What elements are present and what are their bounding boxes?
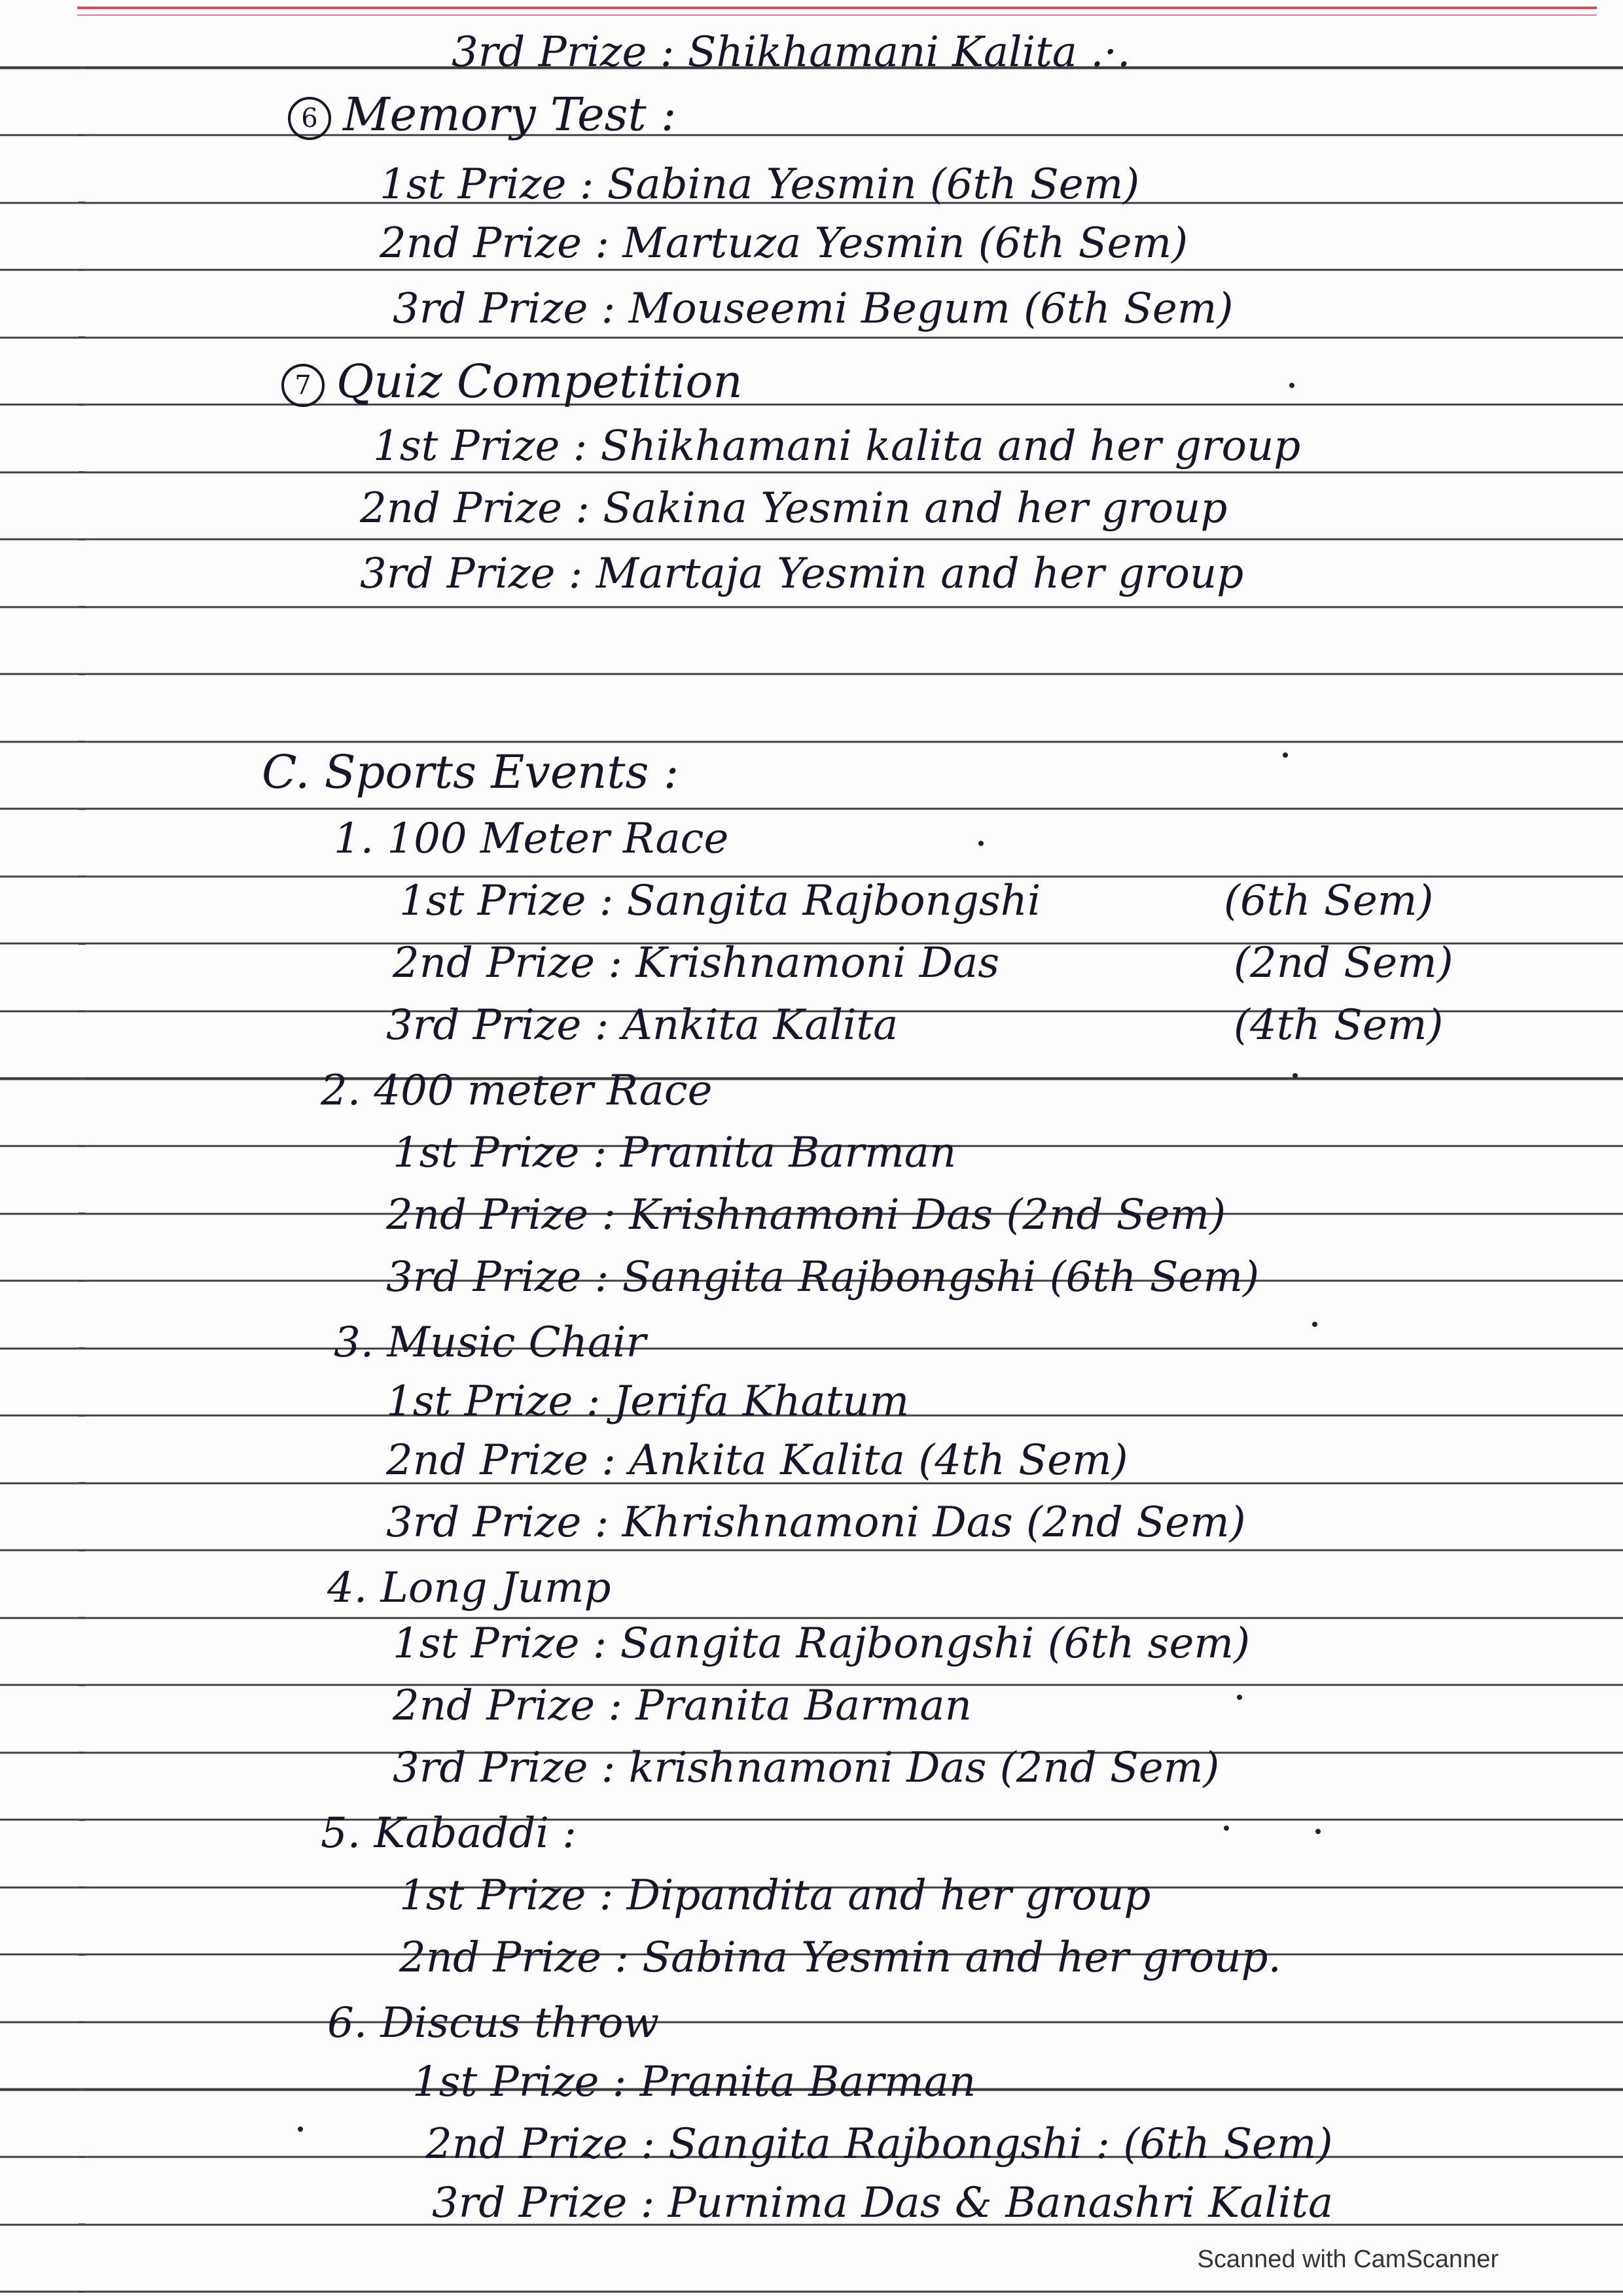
event-title: Quiz Competition: [336, 355, 743, 408]
line-prize: 2nd Prize : Sabina Yesmin and her group.: [399, 1934, 1281, 1982]
scanner-watermark: Scanned with CamScanner: [1197, 2246, 1499, 2273]
event-heading-400m: 2. 400 meter Race: [321, 1067, 713, 1115]
line-prize: 3rd Prize : Shikhamani Kalita .·.: [452, 28, 1131, 77]
line-prize: 3rd Prize : Ankita Kalita: [386, 1001, 899, 1050]
line-prize: 2nd Prize : Krishnamoni Das (2nd Sem): [386, 1191, 1226, 1239]
line-prize: 1st Prize : Shikhamani kalita and her group: [373, 422, 1301, 470]
line-prize: 2nd Prize : Ankita Kalita (4th Sem): [386, 1436, 1128, 1485]
line-prize: 2nd Prize : Sakina Yesmin and her group: [360, 484, 1228, 533]
event-heading-100m: 1. 100 Meter Race: [334, 815, 729, 863]
section-heading-sports: C. Sports Events :: [262, 745, 679, 799]
line-prize: 1st Prize : Jerifa Khatum: [386, 1377, 910, 1426]
line-prize: 3rd Prize : Purnima Das & Banashri Kalita: [432, 2179, 1334, 2227]
event-number-badge: 7: [281, 364, 325, 407]
line-prize: 2nd Prize : Martuza Yesmin (6th Sem): [380, 219, 1188, 268]
line-prize: 1st Prize : Sangita Rajbongshi (6th sem): [393, 1619, 1251, 1668]
ink-dot: [298, 2127, 303, 2132]
line-semester: (4th Sem): [1234, 1001, 1444, 1050]
event-heading-kabaddi: 5. Kabaddi :: [321, 1809, 577, 1858]
line-prize: 1st Prize : Pranita Barman: [393, 1129, 957, 1177]
ink-dot: [1312, 1322, 1317, 1327]
event-heading-quiz: [281, 355, 743, 408]
ink-dot: [1293, 1073, 1298, 1078]
line-prize: 1st Prize : Sangita Rajbongshi: [399, 877, 1041, 925]
line-prize: 1st Prize : Pranita Barman: [412, 2058, 976, 2106]
event-heading-memory-test: [288, 88, 677, 141]
ink-dot: [1289, 383, 1294, 388]
event-title: Memory Test :: [343, 88, 677, 141]
ink-dot: [1237, 1695, 1242, 1700]
event-number-badge: 6: [288, 97, 331, 140]
left-margin-ticks: [79, 0, 85, 2296]
event-heading-discus-throw: 6. Discus throw: [327, 1999, 660, 2047]
line-prize: 3rd Prize : Mouseemi Begum (6th Sem): [393, 285, 1234, 333]
ink-dot: [1283, 752, 1288, 758]
top-margin-rule-secondary: [77, 14, 1597, 16]
ink-dot: [1315, 1829, 1321, 1834]
line-prize: 1st Prize : Dipandita and her group: [399, 1871, 1151, 1920]
line-prize: 2nd Prize : Pranita Barman: [393, 1682, 972, 1730]
line-prize: 3rd Prize : krishnamoni Das (2nd Sem): [393, 1744, 1220, 1792]
line-prize: 1st Prize : Sabina Yesmin (6th Sem): [380, 160, 1140, 209]
line-prize: 3rd Prize : Khrishnamoni Das (2nd Sem): [386, 1498, 1246, 1547]
line-semester: (6th Sem): [1224, 877, 1434, 925]
ink-dot: [1224, 1826, 1229, 1831]
line-prize: 3rd Prize : Sangita Rajbongshi (6th Sem): [386, 1253, 1260, 1301]
line-prize: 2nd Prize : Krishnamoni Das: [393, 939, 1000, 987]
line-semester: (2nd Sem): [1234, 939, 1454, 987]
ink-dot: [978, 841, 984, 846]
top-margin-rule: [77, 7, 1597, 9]
line-prize: 3rd Prize : Martaja Yesmin and her group: [360, 550, 1244, 598]
event-heading-music-chair: 3. Music Chair: [334, 1318, 647, 1367]
line-prize: 2nd Prize : Sangita Rajbongshi : (6th Sem): [425, 2120, 1333, 2168]
event-heading-long-jump: 4. Long Jump: [327, 1564, 611, 1612]
